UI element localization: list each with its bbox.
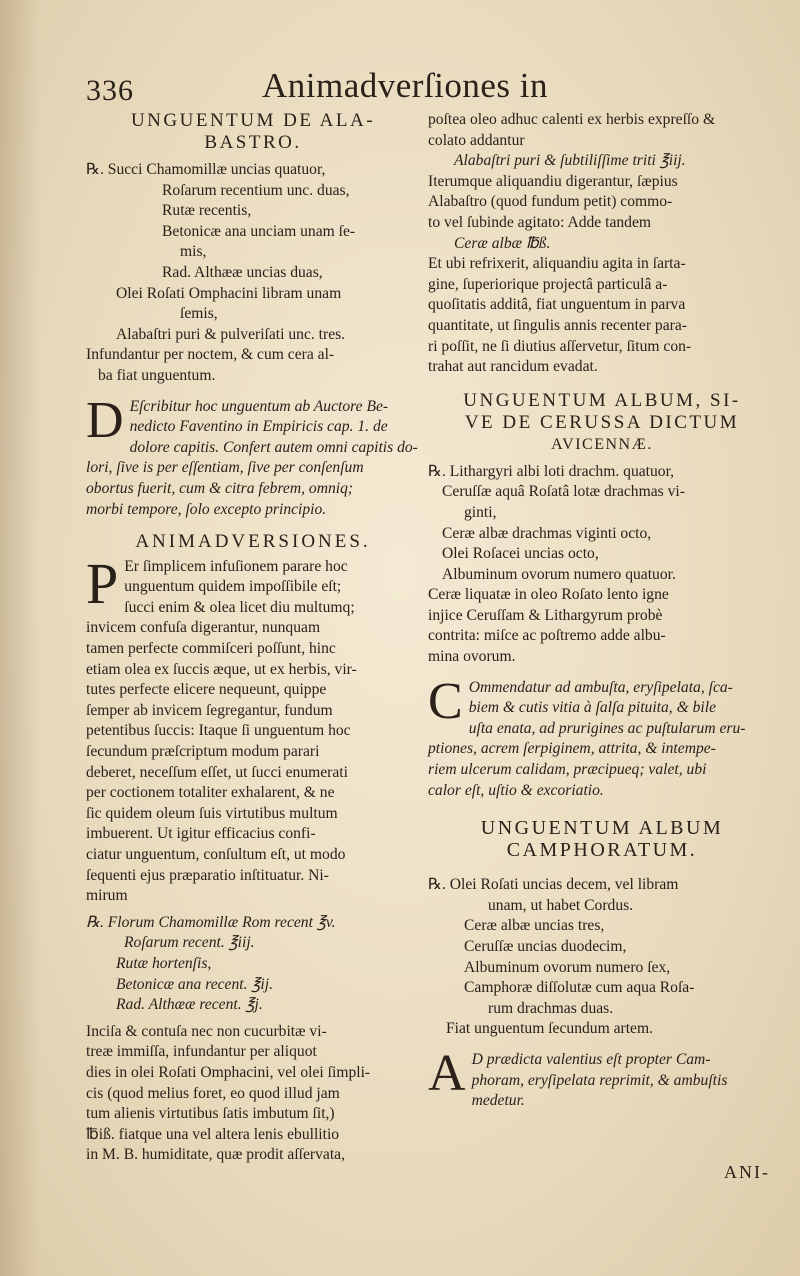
- desc-line: Eſcribitur hoc unguentum ab Auctore Be-: [129, 397, 389, 415]
- text-line: deberet, neceſſum eſſet, ut ſucci enumerati: [86, 763, 348, 781]
- text-line: etiam olea ex ſuccis æque, ut ex herbis, vir-: [86, 660, 357, 678]
- description-camphoratum: [428, 1044, 776, 1112]
- desc-line: ptiones, acrem ſerpiginem, attrita, & intempe-: [428, 740, 716, 758]
- recipe-line: ℞. Florum Chamomillæ Rom recent ℥v.: [86, 913, 336, 931]
- text-line: Inciſa & contuſa nec non cucurbitæ vi-: [86, 1022, 327, 1040]
- recipe-line: Ceruſſæ uncias duodecim,: [464, 938, 627, 955]
- text-line: trahat aut rancidum evadat.: [428, 358, 598, 376]
- text-line: Alabaſtro (quod fundum petit) commo-: [428, 193, 673, 211]
- gutter-shadow: [0, 0, 40, 1276]
- text-line: colato addantur: [428, 131, 525, 149]
- recipe-camphoratum: [428, 875, 776, 1040]
- recipe-line: Albuminum ovorum numero ſex,: [464, 958, 671, 976]
- right-column: [428, 110, 776, 1112]
- text-line: ℔iß. fiatque una vel altera lenis ebullitio: [86, 1125, 340, 1143]
- recipe-line: Betonicæ ana recent. ℥ij.: [116, 975, 273, 993]
- text-line: tutes perfecte elicere nequeunt, quippe: [86, 681, 327, 699]
- text-line: ſic quidem oleum ſuis virtutibus multum: [86, 804, 338, 822]
- recipe-line: ℞. Olei Roſati uncias decem, vel libram: [428, 876, 679, 894]
- section-title-alabastro: [86, 110, 420, 154]
- recipe-line: ℞. Succi Chamomillæ uncias quatuor,: [86, 161, 326, 178]
- text-line: ciatur unguentum, conſultum eſt, ut modo: [86, 846, 346, 863]
- catchword: ANI-: [724, 1162, 770, 1182]
- text-line: Alabaſtri puri & ſubtiliſſime triti ℥iij.: [454, 152, 686, 170]
- recipe-line: unam, ut habet Cordus.: [488, 896, 634, 914]
- recipe-line: Ceræ liquatæ in oleo Roſato lento igne: [428, 586, 669, 604]
- section-title-line-1: UNGUENTUM ALBUM: [480, 817, 724, 840]
- text-line: petentibus ſuccis: Itaque ſi unguentum hoc: [86, 722, 351, 740]
- text-line: tamen perfecte commiſceri poſſunt, hinc: [86, 640, 336, 658]
- recipe-line: Olei Roſati Omphacini libram unam: [116, 284, 342, 302]
- recipe-line: Rad. Althææ recent. ℥j.: [116, 996, 263, 1014]
- desc-line: riem ulcerum calidam, præcipueq; valet, ubi: [428, 761, 707, 779]
- text-line: quantitate, ut ſingulis annis recenter para-: [428, 316, 687, 334]
- recipe-line: rum drachmas duas.: [488, 999, 614, 1017]
- text-line: ſequenti ejus præparatio inſtituatur. Ni-: [86, 866, 329, 884]
- text-line: per coctionem totaliter exhalarent, & ne: [86, 784, 335, 802]
- description-album: [428, 672, 776, 802]
- drop-cap: D: [86, 391, 124, 449]
- text-line: ſemper ab invicem ſegregantur, fundum: [86, 701, 333, 719]
- recipe-album: [428, 462, 776, 668]
- section-title-line-1: UNGUENTUM DE ALA-: [130, 110, 376, 131]
- recipe-line: ba fiat unguentum.: [98, 366, 216, 384]
- recipe-improved: [86, 913, 420, 1016]
- desc-line: obortus fuerit, cum & citra febrem, omniq;: [86, 479, 354, 497]
- animadversiones-text: [86, 550, 420, 907]
- page-number: 336: [86, 74, 134, 107]
- text-line: ri poſſit, ne ſi diutius aſſervetur, ſitum con-: [428, 337, 692, 355]
- text-line: cis (quod melius foret, eo quod illud jam: [86, 1084, 340, 1102]
- desc-line: morbi tempore, ſolo excepto principio.: [86, 500, 327, 518]
- desc-line: D prædicta valentius eſt propter Cam-: [471, 1050, 711, 1068]
- text-line: to vel ſubinde agitato: Adde tandem: [428, 213, 652, 231]
- desc-line: biem & cutis vitia à ſalſa pituita, & bile: [468, 699, 717, 717]
- desc-line: lori, ſive is per eſſentiam, ſive per conſenſum: [86, 459, 364, 477]
- drop-cap: C: [428, 672, 463, 730]
- recipe-line: Camphoræ diſſolutæ cum aqua Roſa-: [464, 979, 695, 997]
- section-title-camphoratum: [428, 817, 776, 861]
- desc-line: phoram, eryſipelata reprimit, & ambuſtis: [471, 1071, 728, 1089]
- text-line: treæ immiſſa, infundantur per aliquot: [86, 1043, 317, 1061]
- recipe-line: Infundantur per noctem, & cum cera al-: [86, 346, 335, 364]
- recipe-line: Rutæ recentis,: [162, 202, 252, 220]
- section-title-line-2: CAMPHORATUM.: [506, 839, 698, 862]
- text-line: Et ubi refrixerit, aliquandiu agita in ſarta-: [428, 255, 686, 273]
- section-title-line-2: BASTRO.: [204, 132, 302, 153]
- text-line: quoſitatis additâ, fiat unguentum in parva: [428, 296, 686, 314]
- recipe-line: Fiat unguentum ſecundum artem.: [446, 1020, 654, 1038]
- page-header: [0, 62, 800, 108]
- drop-cap: P: [86, 550, 119, 616]
- recipe-line: Rad. Althææ uncias duas,: [162, 263, 323, 281]
- continuation-paragraph: [428, 110, 776, 378]
- text-line: Iterumque aliquandiu digerantur, ſæpius: [428, 172, 678, 190]
- section-title-album: [428, 390, 776, 456]
- section-title-line-2: VE DE CERUSSA DICTUM: [464, 411, 740, 433]
- recipe-line: mis,: [180, 243, 207, 261]
- recipe-line: Ceruſſæ aquâ Roſatâ lotæ drachmas vi-: [442, 483, 685, 501]
- desc-line: nedicto Faventino in Empiricis cap. 1. de: [129, 418, 388, 436]
- recipe-line: contrita: miſce ac poſtremo adde albu-: [428, 627, 666, 645]
- recipe-line: Betonicæ ana unciam unam ſe-: [162, 222, 356, 240]
- desc-line: Ommendatur ad ambuſta, eryſipelata, ſca-: [468, 678, 733, 696]
- recipe-line: Ceræ albæ uncias tres,: [464, 917, 605, 935]
- text-line: ſecundum præſcriptum modum parari: [86, 743, 320, 761]
- recipe-line: Rutæ hortenſis,: [116, 954, 212, 972]
- recipe-line: Albuminum ovorum numero quatuor.: [442, 565, 676, 583]
- recipe-line: Roſarum recent. ℥iij.: [124, 934, 255, 952]
- recipe-alabastro: [86, 160, 420, 387]
- text-line: in M. B. humiditate, quæ prodit aſſervata,: [86, 1146, 345, 1164]
- recipe-line: Ceræ albæ drachmas viginti octo,: [442, 524, 652, 542]
- left-column: [86, 110, 420, 1166]
- recipe-line: Alabaſtri puri & pulveriſati unc. tres.: [116, 325, 346, 343]
- description-alabastro: [86, 391, 420, 521]
- running-title: Animadverſiones in: [262, 66, 549, 105]
- section-title-line-1: UNGUENTUM ALBUM, SI-: [463, 389, 741, 411]
- recipe-line: Olei Roſacei uncias octo,: [442, 545, 599, 563]
- text-line: mirum: [86, 887, 128, 905]
- recipe-line: mina ovorum.: [428, 648, 516, 666]
- desc-line: uſta enata, ad prurigines ac puſtularum eru-: [468, 719, 746, 737]
- text-line: poſtea oleo adhuc calenti ex herbis expreſſo &: [428, 111, 716, 128]
- text-line: Ceræ albæ ℔ß.: [454, 234, 551, 252]
- text-line: invicem confuſa digerantur, nunquam: [86, 619, 321, 637]
- desc-line: medetur.: [471, 1092, 525, 1110]
- text-line: unguentum quidem impoſſibile eſt;: [124, 578, 342, 596]
- section-title-line-3: AVICENNÆ.: [551, 435, 653, 453]
- desc-line: dolore capitis. Confert autem omni capitis do-: [129, 438, 418, 456]
- text-line: imbuerent. Ut igitur efficacius confi-: [86, 825, 316, 843]
- text-line: tum alienis virtutibus ſatis imbutum ſit,): [86, 1105, 335, 1123]
- text-line: Er ſimplicem infuſionem parare hoc: [124, 557, 348, 575]
- recipe-line: ginti,: [464, 503, 497, 521]
- text-line: dies in olei Roſati Omphacini, vel olei ſimpli-: [86, 1063, 371, 1081]
- recipe-line: injice Ceruſſam & Lithargyrum probè: [428, 606, 663, 624]
- recipe-line: Roſarum recentium unc. duas,: [162, 181, 350, 199]
- text-line: gine, ſuperiorique projectâ particulâ a-: [428, 275, 668, 293]
- closing-paragraph: [86, 1022, 420, 1166]
- desc-line: calor eſt, uſtio & excoriatio.: [428, 781, 604, 799]
- recipe-line: ℞. Lithargyri albi loti drachm. quatuor,: [428, 462, 675, 480]
- drop-cap: A: [428, 1044, 466, 1102]
- recipe-line: ſemis,: [180, 305, 218, 323]
- text-line: ſucci enim & olea licet diu multumq;: [124, 598, 355, 616]
- animadversiones-heading: ANIMADVERSIONES.: [135, 531, 371, 553]
